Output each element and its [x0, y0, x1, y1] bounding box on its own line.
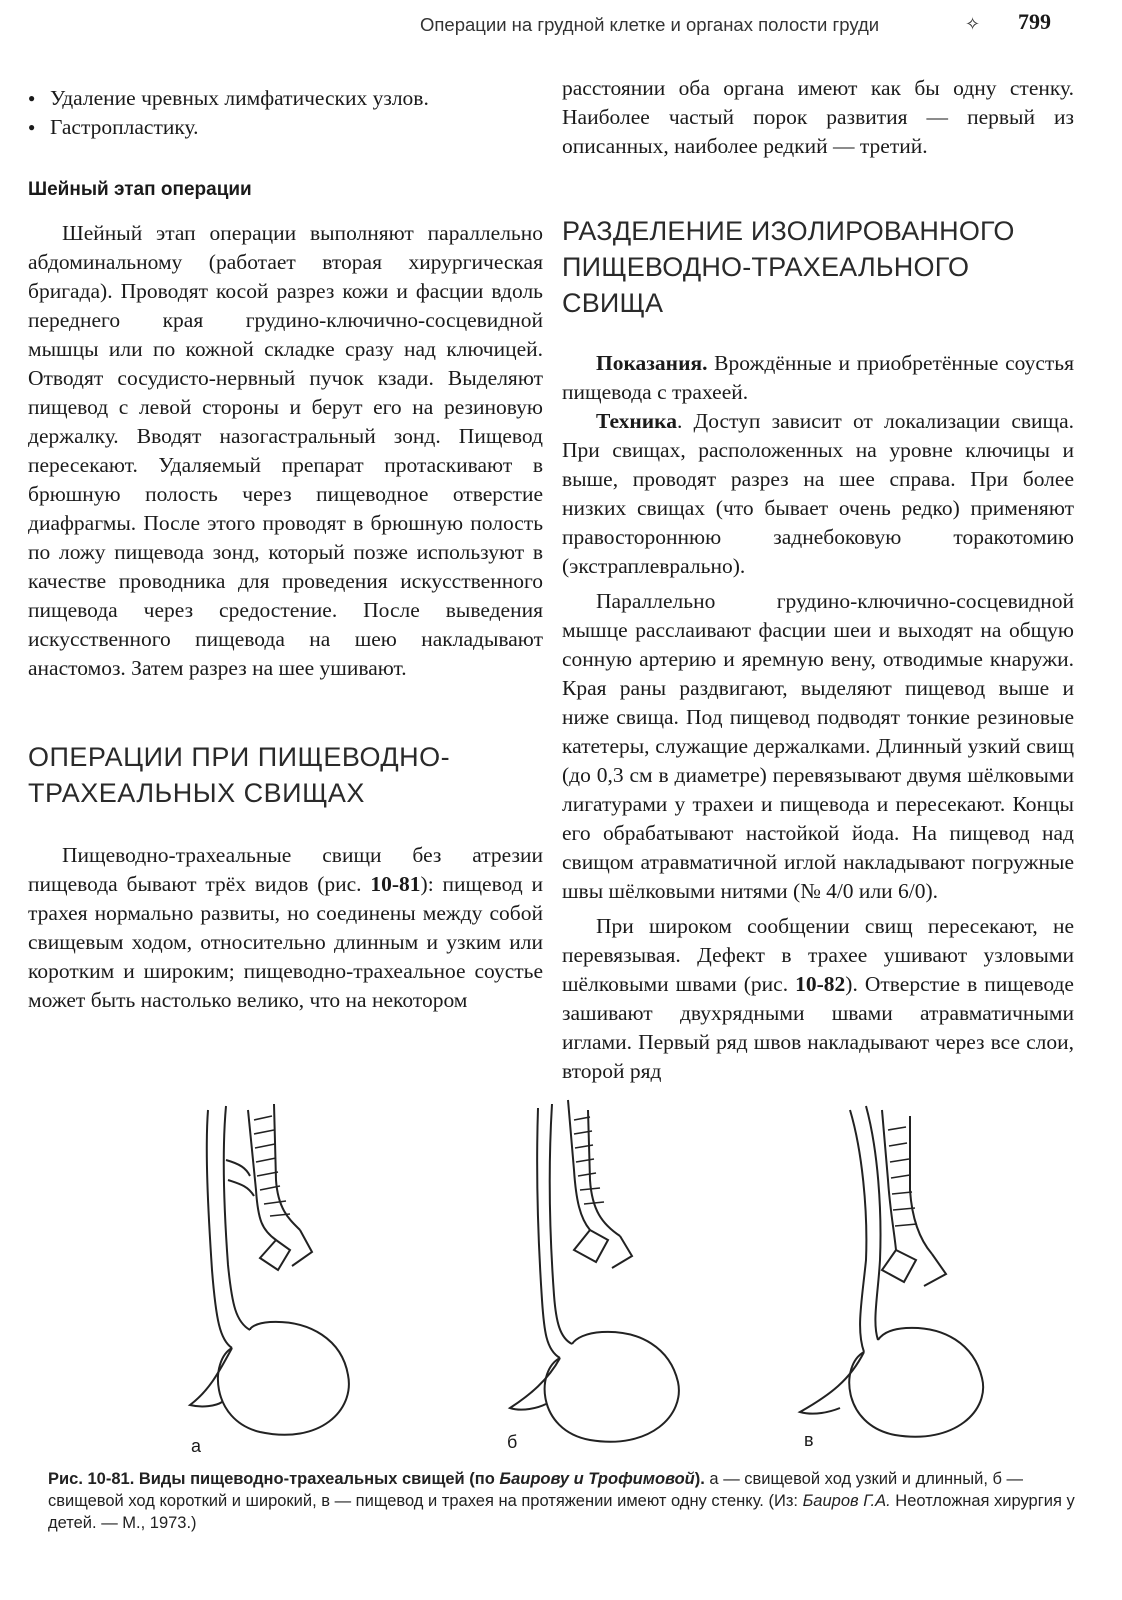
figure-label-c: в [804, 1430, 814, 1450]
bullet-icon: ● [28, 91, 36, 105]
figure-reference: 10-81 [370, 872, 421, 896]
heading-line: ОПЕРАЦИИ ПРИ ПИЩЕВОДНО- [28, 742, 451, 772]
paragraph: Параллельно грудино-ключично-сосцевидной мышце расслаивают фасции шеи и выходят на общую сонную артерию и яремную вену, отводимые кнаружи. Края раны раздвигают, выделяют пищевод выше и ниже свища. Под пищевод подводят тонкие резиновые катетеры, служащие держалками. Длинный узкий свищ (до 0,3 см в диаметре) перевязывают двумя шёлковыми лигатурами у трахеи и пищевода и пересекают. Концы его обрабатывают настойкой йода. На пищевод над свищом атравматичной иглой накладывают погружные швы шёлковыми нитями (№ 4/0 или 6/0). [562, 589, 1074, 903]
paragraph: Шейный этап операции выполняют параллельно абдоминальному (работает вторая хирургическая бригада). Проводят косой разрез кожи и фасции вдоль переднего края грудино-ключично-сосцевидной мышцы или по кожной складке сразу над ключицей. Отводят сосудисто-нервный пучок кзади. Выделяют пищевод с левой стороны и берут его на резиновую держалку. Вводят назогастральный зонд. Пищевод пересекают. Удаляемый препарат протаскивают в брюшную полость через пищеводное отверстие диафрагмы. После этого проводят в брюшную полость по ложу пищевода зонд, который позже используют в качестве проводника для проведения искусственного пищевода через средостение. После выведения искусственного пищевода на шею накладывают анастомоз. Затем разрез на шее ушивают. [28, 221, 543, 680]
paragraph: Показания. Врождённые и приобретённые соустья пищевода с трахеей. [562, 351, 1074, 404]
heading-line: ПИЩЕВОДНО-ТРАХЕАЛЬНОГО [562, 252, 970, 282]
label-technique: Техника [596, 409, 677, 433]
subheading: Шейный этап операции [28, 179, 252, 200]
section-heading [28, 739, 543, 811]
figure-illustration [150, 1090, 1050, 1460]
bullet-icon: ● [28, 120, 36, 134]
section-heading [562, 213, 1074, 321]
drawing-a [190, 1104, 349, 1435]
heading-line: СВИЩА [562, 288, 664, 318]
page-number: 799 [1018, 9, 1051, 34]
figure-caption: Рис. 10-81. Виды пищеводно-трахеальных свищей (по Баирову и Трофимовой). а — свищевой ход узкий и длинный, б — свищевой ход короткий и широкий, в — пищевод и трахея на протяжении имеют одну стенку. (Из: Баиров Г.А. Неотложная хирургия у детей. — М., 1973.) [48, 1470, 1075, 1532]
heading-line: ТРАХЕАЛЬНЫХ СВИЩАХ [28, 778, 365, 808]
drawing-b [510, 1100, 679, 1442]
label-indications: Показания. [596, 351, 708, 375]
paragraph: При широком сообщении свищ пересекают, не перевязывая. Дефект в трахее ушивают узловыми шёлковыми швами (рис. 10-82). Отверстие в пищеводе зашивают двухрядными швами атравматичными иглами. Первый ряд швов накладывают через все слои, второй ряд [562, 914, 1074, 1083]
bullet-text: Гастропластику. [50, 115, 199, 139]
left-column [28, 70, 543, 1015]
running-title: Операции на грудной клетке и органах полости груди [420, 14, 880, 35]
paragraph: Техника. Доступ зависит от локализации свища. При свищах, расположенных на уровне ключицы и выше, проводят разрез на шее справа. При более низких свищах (что бывает очень редко) применяют правостороннюю заднебоковую торакотомию (экстраплеврально). [562, 409, 1074, 578]
paragraph: Пищеводно-трахеальные свищи без атрезии пищевода бывают трёх видов (рис. 10-81): пищевод и трахея нормально развиты, но соединены между собой свищевым ходом, относительно длинным и узким или коротким и широким; пищеводно-трахеальное соустье может быть настолько велико, что на некотором [28, 843, 544, 1012]
drawing-c [800, 1106, 983, 1437]
bullet-item [28, 113, 543, 142]
figure-label-b: б [507, 1432, 518, 1452]
figure-label-a: а [191, 1436, 202, 1456]
bullet-text: Удаление чревных лимфатических узлов. [50, 86, 429, 110]
bullet-item [28, 84, 543, 113]
heading-line: РАЗДЕЛЕНИЕ ИЗОЛИРОВАННОГО [562, 216, 1015, 246]
figure-reference: 10-82 [795, 972, 846, 996]
ornament-icon: ✧ [965, 14, 981, 35]
right-column [562, 70, 1074, 1086]
paragraph: расстоянии оба органа имеют как бы одну стенку. Наиболее частый порок развития — первый из описанных, наиболее редкий — третий. [562, 76, 1074, 158]
